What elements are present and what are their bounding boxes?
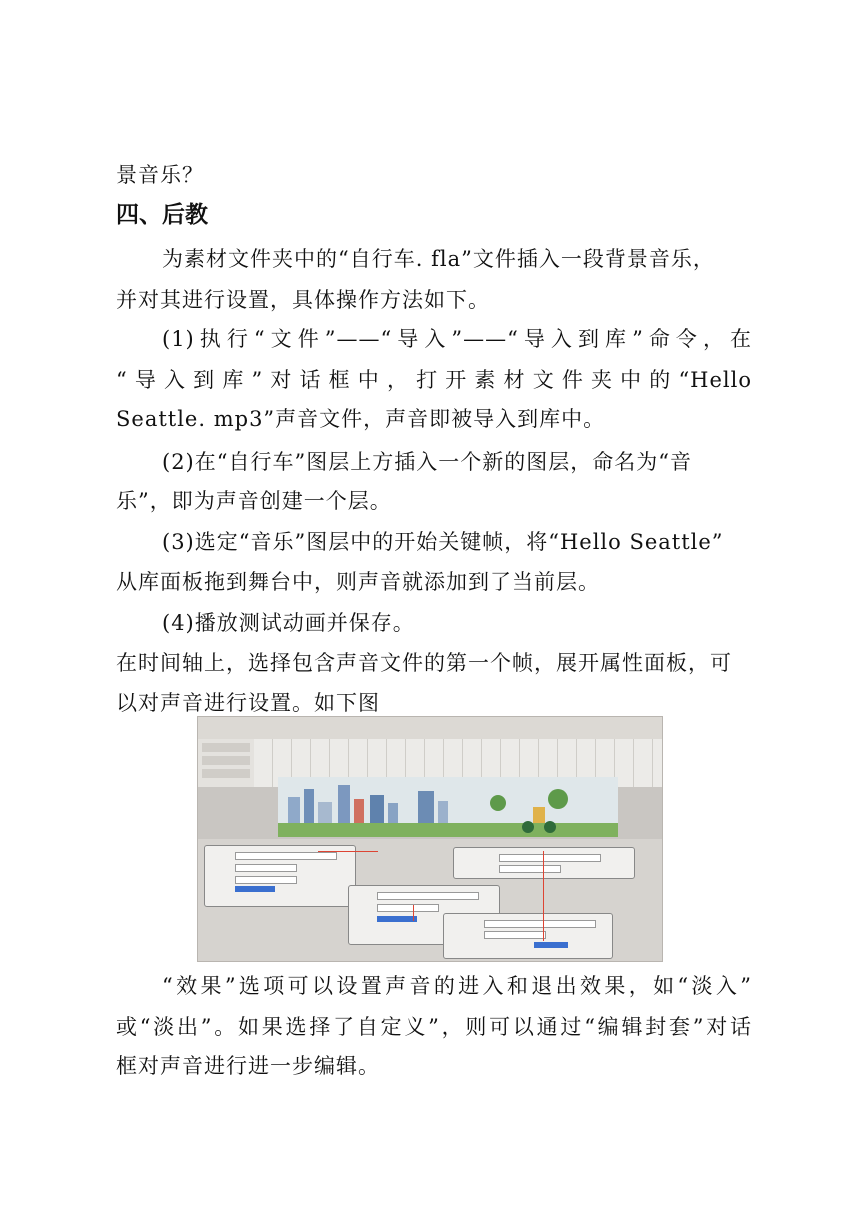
figure-layer-list bbox=[198, 739, 255, 787]
arrow-line-1 bbox=[318, 851, 378, 852]
text-line-10: 从库面板拖到舞台中，则声音就添加到了当前层。 bbox=[116, 570, 600, 594]
text-line-13: 以对声音进行设置。如下图 bbox=[116, 691, 380, 715]
text-line-12: 在时间轴上，选择包含声音文件的第一个帧，展开属性面板，可 bbox=[116, 651, 732, 675]
text-line-15: 或“淡出”。如果选择了自定义”，则可以通过“编辑封套”对话 bbox=[116, 1015, 752, 1039]
text-line-16: 框对声音进行进一步编辑。 bbox=[116, 1054, 380, 1078]
properties-panel-1 bbox=[204, 845, 356, 907]
text-line-11: (4)播放测试动画并保存。 bbox=[162, 611, 415, 635]
text-line-8: 乐”，即为声音创建一个层。 bbox=[116, 489, 392, 513]
arrow-line-3 bbox=[413, 905, 414, 921]
text-line-6: Seattle. mp3”声音文件，声音即被导入到库中。 bbox=[116, 407, 606, 431]
arrow-line-2 bbox=[543, 851, 544, 941]
text-line-4: (1)执行“文件”——“导入”——“导入到库”命令，在 bbox=[162, 327, 752, 351]
text-line-14: “效果”选项可以设置声音的进入和退出效果，如“淡入” bbox=[162, 974, 752, 998]
figure-stage bbox=[278, 777, 618, 837]
properties-panel-4 bbox=[443, 913, 613, 959]
city-scene-icon bbox=[278, 777, 618, 837]
properties-panel-3 bbox=[453, 847, 635, 879]
text-line-9: (3)选定“音乐”图层中的开始关键帧，将“Hello Seattle” bbox=[162, 530, 724, 554]
text-line-5: “导入到库”对话框中，打开素材文件夹中的“Hello bbox=[116, 368, 752, 392]
figure-toolbar bbox=[198, 717, 662, 740]
text-line-1: 景音乐？ bbox=[116, 163, 204, 187]
section-heading: 四、后教 bbox=[116, 202, 208, 228]
text-line-7: (2)在“自行车”图层上方插入一个新的图层，命名为“音 bbox=[162, 450, 692, 474]
text-line-3: 并对其进行设置，具体操作方法如下。 bbox=[116, 288, 490, 312]
text-line-2: 为素材文件夹中的“自行车. fla”文件插入一段背景音乐， bbox=[162, 247, 715, 271]
flash-sound-properties-screenshot bbox=[197, 716, 663, 962]
